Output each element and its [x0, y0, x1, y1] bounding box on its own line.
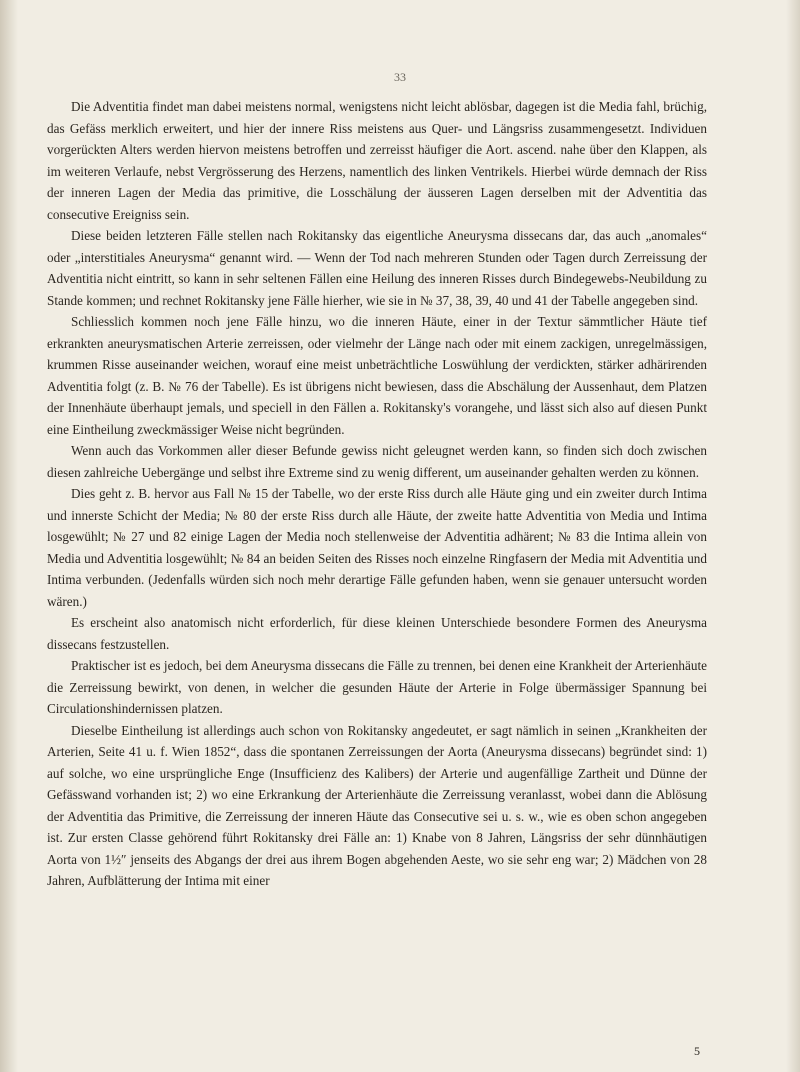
paragraph: Dieselbe Eintheilung ist allerdings auch schon von Rokitansky angedeutet, er sagt nämlich in seinen „Krankheiten der Arterien, Seite 41 u. f. Wien 1852“, dass die spontanen Zerreissungen der Aorta (Aneurysma dissecans) begründet sind: 1) auf solche, wo eine ursprüngliche Enge (Insufficienz des Kalibers) der Arterie und augenfällige Zartheit und Dünne der Gefässwand vorhanden ist; 2) wo eine Erkrankung der Arterienhäute die Zerreissung veranlasst, wobei dann die Ablösung der Adventitia das Primitive, die Zerreissung der inneren Häute das Consecutive sei u. s. w., wie es oben schon angegeben ist. Zur ersten Classe gehörend führt Rokitansky drei Fälle an: 1) Knabe von 8 Jahren, Längsriss der sehr dünnhäutigen Aorta von 1½″ jenseits des Abgangs der drei aus ihrem Bogen abgehenden Aeste, wo sie sehr eng war; 2) Mädchen von 28 Jahren, Aufblätterung der Intima mit einer	[47, 722, 707, 888]
signature-mark: 5	[694, 1044, 700, 1058]
paragraph: Dies geht z. B. hervor aus Fall № 15 der Tabelle, wo der erste Riss durch alle Häute ging und ein zweiter durch Intima und innerste Schicht der Media; № 80 der erste Riss durch alle Häute, der zweite hatte Adventitia von Media und Intima losgewühlt; № 27 und 82 einige Lagen der Media noch stellenweise der Adventitia adhärent; № 83 die Intima allein von Media und Adventitia losgewühlt; № 84 an beiden Seiten des Risses noch einzelne Ringfasern der Media mit Adventitia und Intima verbunden. (Jedenfalls würden sich noch mehr derartige Fälle gefunden haben, wenn sie genauer untersucht worden wären.)	[47, 486, 707, 609]
page-gutter-shadow	[0, 0, 18, 1072]
paragraph: Diese beiden letzteren Fälle stellen nach Rokitansky das eigentliche Aneurysma dissecans dar, das auch „anomales“ oder „interstitiales Aneurysma“ genannt wird. — Wenn der Tod nach mehreren Stunden oder Tagen durch Zerreissung der Adventitia nicht eintritt, so kann in sehr seltenen Fällen eine Heilung des inneren Risses durch Bindegewebs-Neubildung zu Stande kommen; und rechnet Rokitansky jene Fälle hierher, wie sie in № 37, 38, 39, 40 und 41 der Tabelle angegeben sind.	[47, 228, 707, 308]
body-text	[47, 96, 707, 892]
paragraph: Wenn auch das Vorkommen aller dieser Befunde gewiss nicht geleugnet werden kann, so finden sich doch zwischen diesen zahlreiche Uebergänge und selbst ihre Extreme sind zu wenig different, um auseinander gehalten werden zu können.	[47, 443, 707, 480]
paragraph: Es erscheint also anatomisch nicht erforderlich, für diese kleinen Unterschiede besondere Formen des Aneurysma dissecans festzustellen.	[47, 615, 707, 652]
paragraph: Die Adventitia findet man dabei meistens normal, wenigstens nicht leicht ablösbar, dagegen ist die Media fahl, brüchig, das Gefäss merklich erweitert, und hier der innere Riss meistens aus Quer- und Längsriss zusammengesetzt. Individuen vorgerückten Alters werden hiervon meistens betroffen und zerreisst häufiger die Aort. ascend. nahe über den Klappen, als im weiteren Verlaufe, nebst Vergrösserung des Herzens, namentlich des linken Ventrikels. Hierbei würde demnach der Riss der inneren Lagen der Media das primitive, die Losschälung der äusseren Lagen derselben mit der Adventitia das consecutive Ereigniss sein.	[47, 99, 707, 222]
page-number: 33	[394, 70, 406, 84]
page-edge-shadow	[786, 0, 800, 1072]
paragraph: Schliesslich kommen noch jene Fälle hinzu, wo die inneren Häute, einer in der Textur sämmtlicher Häute tief erkrankten aneurysmatischen Arterie zerreissen, oder vielmehr der Länge nach oder mit einem zackigen, unregelmässigen, krummen Risse auseinander weichen, worauf eine meist unbeträchtliche Loswühlung der verdickten, stärker adhärirenden Adventitia folgt (z. B. № 76 der Tabelle). Es ist übrigens nicht bewiesen, dass die Abschälung der Aussenhaut, dem Platzen der Innenhäute überhaupt jemals, und speciell in den Fällen a. Rokitansky's vorangehe, und lässt sich also auf diesen Punkt eine Eintheilung zweckmässiger Weise nicht begründen.	[47, 314, 707, 437]
paragraph: Praktischer ist es jedoch, bei dem Aneurysma dissecans die Fälle zu trennen, bei denen eine Krankheit der Arterienhäute die Zerreissung bewirkt, von denen, in welcher die gesunden Häute der Arterie in Folge übermässiger Spannung bei Circulationshindernissen platzen.	[47, 658, 707, 716]
